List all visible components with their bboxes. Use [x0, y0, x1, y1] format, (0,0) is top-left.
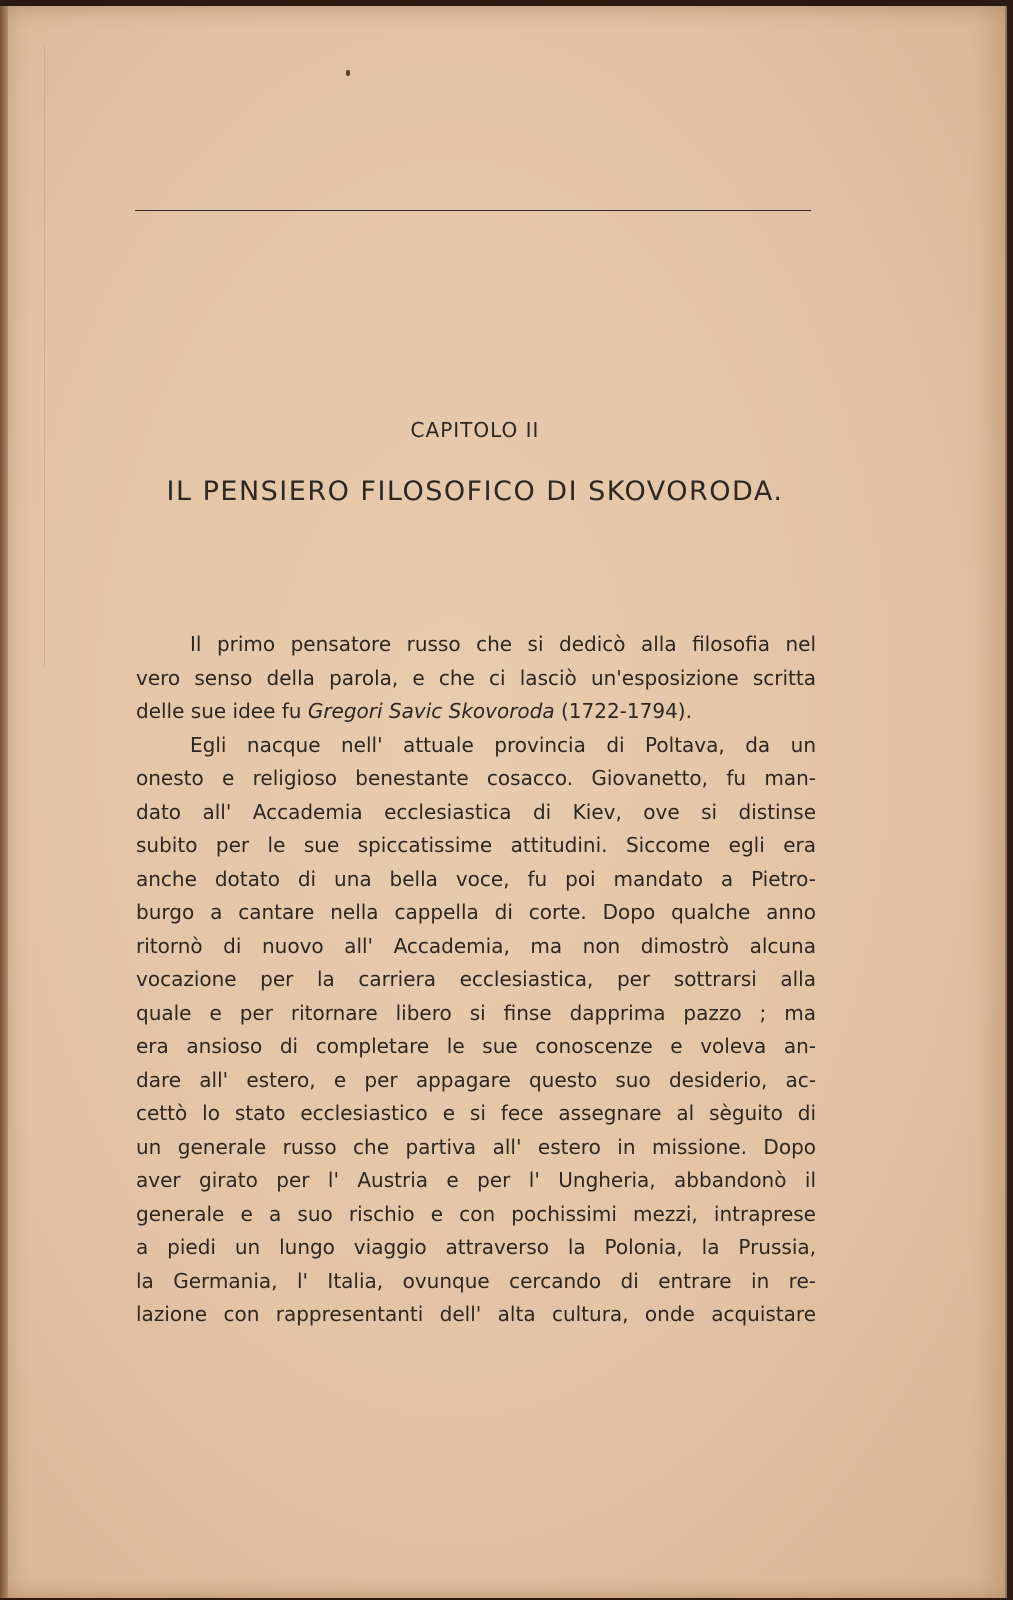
paragraph2-line: subito per le sue spiccatissime attitudini. Siccome egli era: [136, 833, 816, 857]
header-rule: [135, 210, 811, 211]
chapter-label: CAPITOLO II: [410, 418, 540, 442]
paragraph2-line: a piedi un lungo viaggio attraverso la Polonia, la Prussia,: [136, 1235, 816, 1259]
paragraph2-line: la Germania, l' Italia, ovunque cercando di entrare in re-: [136, 1268, 816, 1293]
paragraph2-line: cettò lo stato ecclesiastico e si fece assegnare al sèguito di: [136, 1101, 816, 1125]
paragraph2-line: anche dotato di una bella voce, fu poi mandato a Pietro-: [136, 866, 816, 891]
paragraph1-text: (1722-1794).: [554, 699, 692, 723]
paragraph2-line: dato all' Accademia ecclesiastica di Kiev, ove si distinse: [136, 799, 816, 824]
page-crease: [44, 46, 45, 666]
author-name-italic: Gregori Savic Skovoroda: [307, 699, 555, 723]
paragraph2-line: burgo a cantare nella cappella di corte. Dopo qualche anno: [136, 900, 816, 924]
paragraph2-line: onesto e religioso benestante cosacco. Giovanetto, fu man-: [136, 766, 816, 790]
body-text: [136, 628, 816, 1332]
page-binding-edge: [0, 6, 8, 1598]
paragraph1-line: [136, 695, 816, 729]
ink-speck: [346, 70, 350, 76]
paragraph1-text: delle sue idee fu: [136, 699, 308, 723]
book-page: [0, 6, 1007, 1598]
paragraph2-line: era ansioso di completare le sue conoscenze e voleva an-: [136, 1034, 816, 1058]
paragraph2-line: dare all' estero, e per appagare questo suo desiderio, ac-: [136, 1067, 816, 1092]
paragraph2-line: ritornò di nuovo all' Accademia, ma non dimostrò alcuna: [136, 933, 816, 958]
paragraph2-line: quale e per ritornare libero si finse dapprima pazzo ; ma: [136, 1000, 816, 1025]
paragraph2-line: generale e a suo rischio e con pochissimi mezzi, intraprese: [136, 1201, 816, 1226]
paragraph1-line: vero senso della parola, e che ci lasciò un'esposizione scritta: [136, 665, 816, 690]
paragraph2-line: aver girato per l' Austria e per l' Ungheria, abbandonò il: [136, 1168, 816, 1192]
paragraph2-line: Egli nacque nell' attuale provincia di Poltava, da un: [190, 732, 816, 757]
paragraph1-line: Il primo pensatore russo che si dedicò alla filosofia nel: [190, 632, 816, 656]
paragraph2-line: vocazione per la carriera ecclesiastica, per sottrarsi alla: [136, 967, 816, 991]
chapter-title: IL PENSIERO FILOSOFICO DI SKOVORODA.: [166, 476, 784, 507]
paragraph2-line: un generale russo che partiva all' estero in missione. Dopo: [136, 1134, 816, 1159]
paragraph2-line: lazione con rappresentanti dell' alta cultura, onde acquistare: [136, 1302, 816, 1326]
